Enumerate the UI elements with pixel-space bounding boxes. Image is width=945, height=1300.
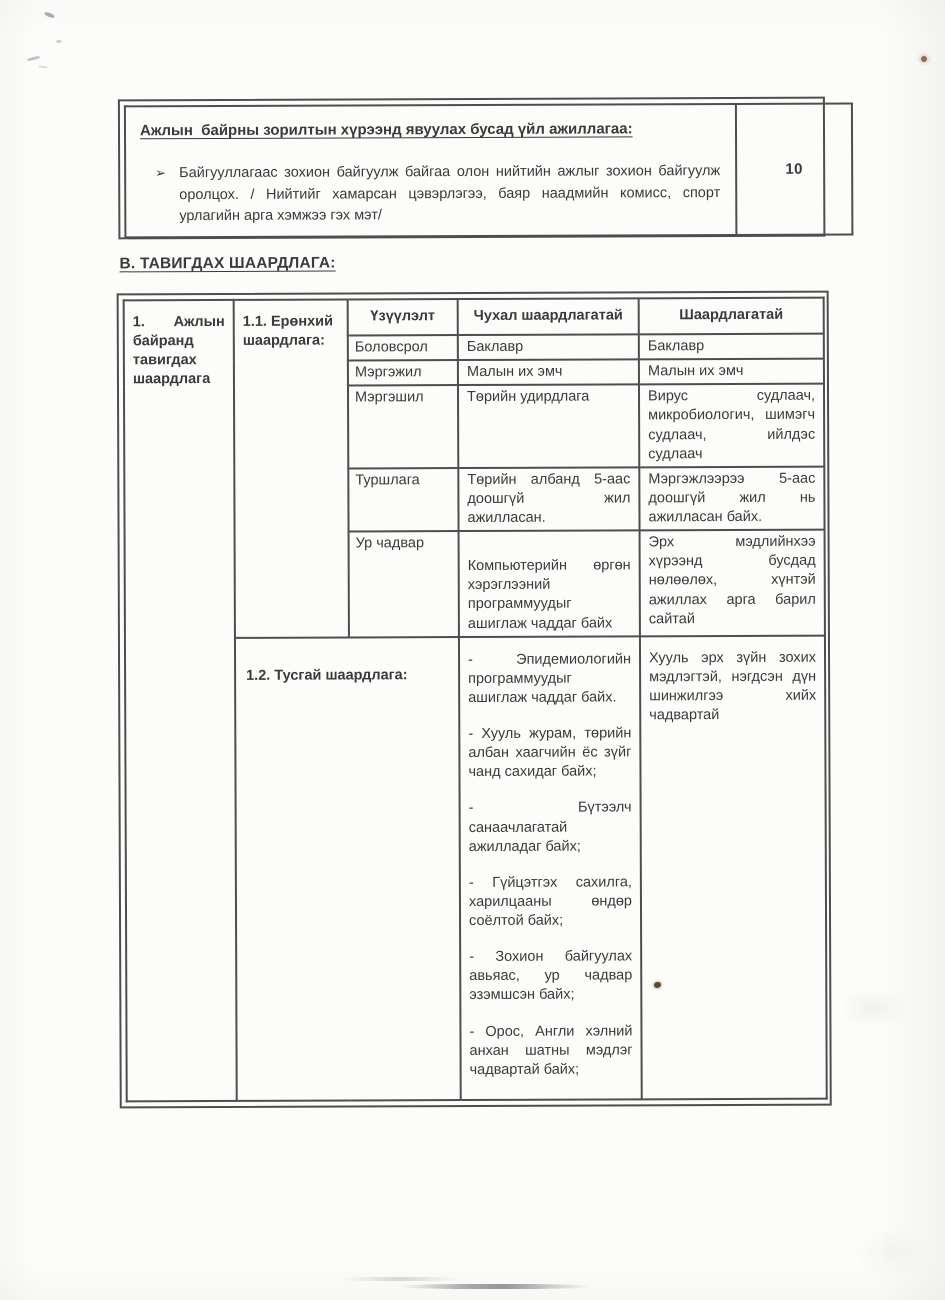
- activities-title: Ажлын байрны зорилтын хүрээнд явуулах бусад үйл ажиллагаа:: [139, 120, 633, 140]
- essential-cell: Төрийн албанд 5-аас доошгүй жил ажилласан.: [458, 467, 639, 531]
- special-item: - Хууль журам, төрийн албан хаагчийн ёс зүйг чанд сахидаг байх;: [468, 725, 632, 781]
- required-cell: Эрх мэдлийнхээ хүрээнд бусдад нөлөөлөх, хүнтэй ажиллах арга барил сайтай: [640, 530, 825, 636]
- required-cell: Вирус судлаач, микробиологич, шимэгч судлаач, ийлдэс судлаач: [639, 384, 824, 467]
- activities-bullet-item: [138, 161, 721, 228]
- essential-cell: Малын их эмч: [458, 359, 639, 385]
- requirements-table-frame: [117, 291, 832, 1109]
- section-b-title: В. ТАВИГДАХ ШААРДЛАГА:: [119, 254, 336, 273]
- special-item: - Орос, Англи хэлний анхан шатны мэдлэг чадвартай байх;: [469, 1022, 633, 1078]
- indicator-cell: Мэргэшил: [348, 385, 458, 468]
- special-essential-cell: [459, 636, 642, 1100]
- required-cell: Баклавр: [639, 334, 824, 360]
- arrowhead-bullet-icon: ➢: [155, 165, 167, 181]
- column-header-indicator: Үзүүлэлт: [348, 299, 458, 335]
- special-item: - Эпидемиологийн программуудыг ашиглаж чаддаг байх.: [468, 651, 632, 706]
- indicator-cell: Мэргэжил: [348, 360, 458, 386]
- special-item: - Гүйцэтгэх сахилга, харилцааны өндөр соёлтой байх;: [468, 874, 632, 930]
- required-cell: Малын их эмч: [639, 359, 824, 385]
- activities-cell: [125, 104, 736, 237]
- essential-cell: Компьютерийн өргөн хэрэглээний программуудыг ашиглаж чаддаг байх: [459, 530, 640, 636]
- header-row: [124, 298, 824, 337]
- row-label-cell: 1. Ажлын байранд тавигдах шаардлага: [124, 300, 237, 1101]
- indicator-cell: Боловсрол: [348, 335, 458, 361]
- activities-table-frame: [118, 97, 826, 240]
- required-cell: Мэргэжлээрээ 5-аас доошгүй жил нь ажилласан байх.: [639, 466, 824, 530]
- special-required-cell: Хууль эрх зүйн зохих мэдлэгтэй, нэгдсэн дүн шинжилгээ хийх чадвартай: [640, 635, 827, 1099]
- special-item: - Бүтээлч санаачлагатай ажилладаг байх;: [468, 799, 632, 855]
- essential-cell: Төрийн удирдлага: [458, 385, 639, 468]
- essential-cell: Баклавр: [458, 334, 639, 360]
- requirements-table: [123, 297, 828, 1103]
- indicator-cell: Ур чадвар: [349, 531, 459, 637]
- indicator-cell: Туршлага: [348, 468, 458, 532]
- score-value: 10: [736, 104, 853, 235]
- special-requirements-label: 1.2. Тусгай шаардлага:: [235, 637, 461, 1101]
- special-item: - Зохион байгуулах авьяас, ур чадвар эзэмшсэн байх;: [469, 948, 633, 1004]
- column-header-required: Шаардлагатай: [639, 298, 824, 335]
- general-requirements-label: 1.1. Ерөнхий шаардлага:: [234, 299, 349, 637]
- column-header-essential: Чухал шаардлагатай: [458, 298, 639, 335]
- activities-bullet-text: Байгууллагаас зохион байгуулж байгаа олон нийтийн ажлыг зохион байгуулж оролцох. / Нийтийг хамарсан цэвэрлэгээ, баяр наадмийн комисс, спорт урлагийн арга хэмжээ гэх мэт/: [179, 163, 721, 225]
- activities-table: [124, 103, 854, 238]
